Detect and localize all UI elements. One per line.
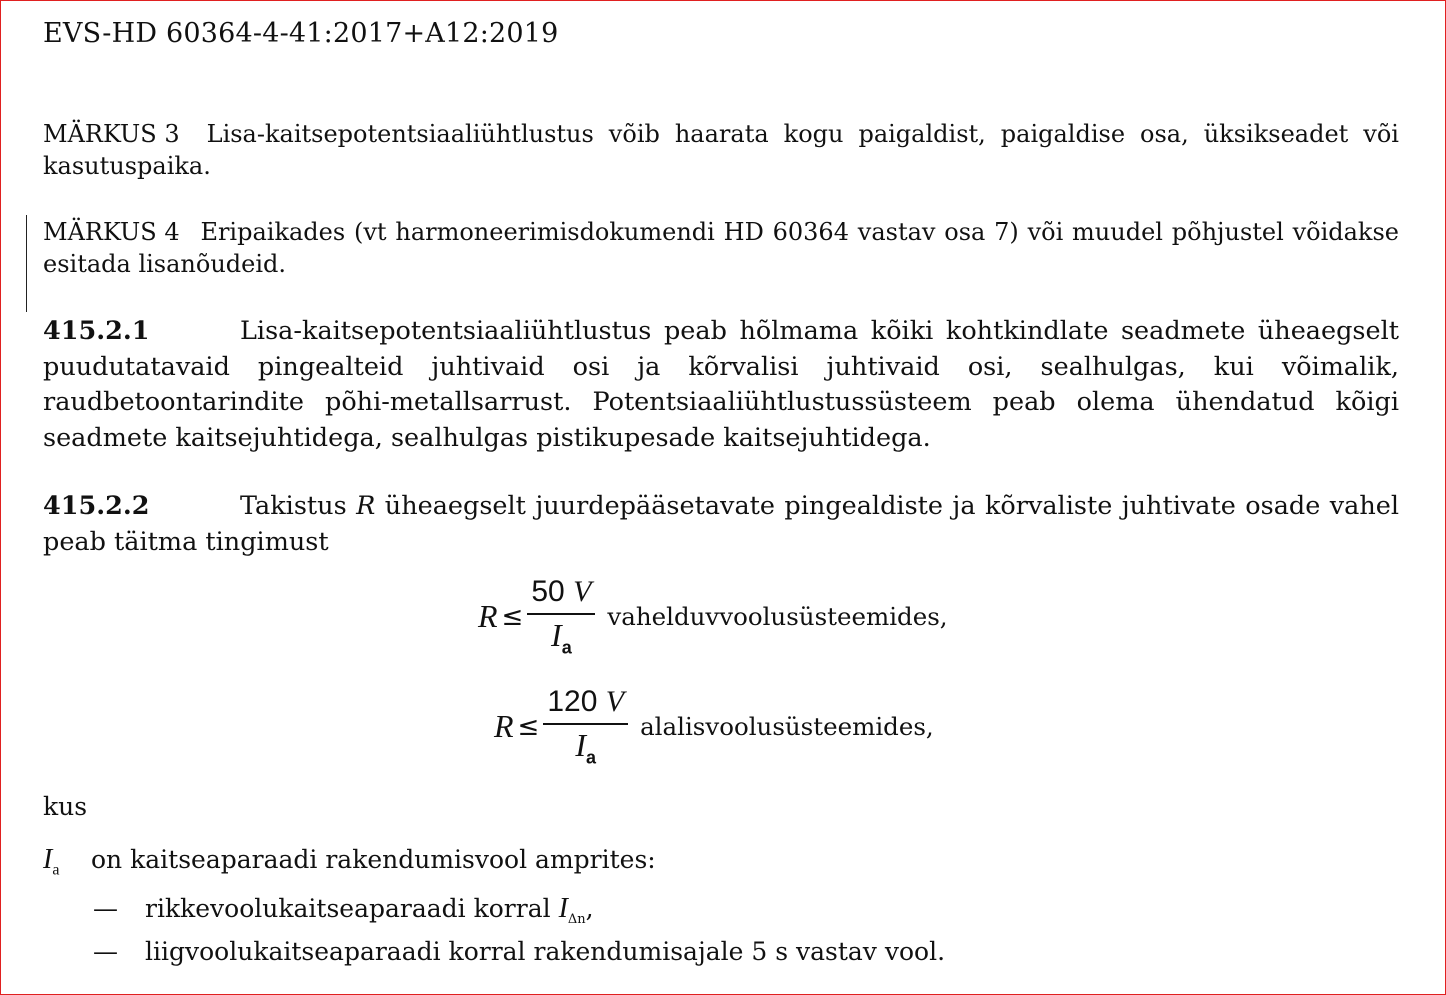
- list-text: rikkevoolukaitseaparaadi korral: [145, 894, 551, 923]
- clause-415-2-2: [43, 488, 1399, 560]
- clause-text: Lisa-kaitsepotentsiaaliühtlustus peab hõlmama kõiki kohtkindlate seadmete üheaegselt puudutatavaid pingealteid juhtivaid osi ja kõrvalisi juhtivaid osi, sealhulgas, kui võimalik, raudbetoontarindite põhi-metallsarrust. Potentsiaaliühtlustussüsteem peab olema ühendatud kõigi seadmete kaitsejuhtidega, sealhulgas pistikupesade kaitsejuhtidega.: [43, 316, 1399, 453]
- document-header: [43, 18, 559, 49]
- note-text: Eripaikades (vt harmoneerimisdokumendi HD 60364 vastav osa 7) või muudel põhjustel võidakse esitada lisanõudeid.: [43, 218, 1399, 278]
- definition-ia: [43, 844, 656, 880]
- formula-rhs: alalisvoolusüsteemides,: [640, 712, 934, 742]
- numerator-unit: V: [573, 575, 592, 608]
- formula-fraction: [543, 685, 628, 768]
- resistance-symbol: R: [356, 491, 376, 521]
- formula-relation: ≤: [517, 711, 540, 742]
- formula-lhs: R: [494, 708, 514, 745]
- list-dash: —: [93, 937, 118, 966]
- list-item: [93, 937, 945, 966]
- note-label: MÄRKUS 4: [43, 218, 180, 246]
- numerator-unit: V: [605, 685, 625, 718]
- clause-415-2-1: [43, 314, 1399, 456]
- formula-ac: [478, 575, 948, 658]
- list-symbol: I: [558, 893, 568, 924]
- clause-text-before: Takistus: [240, 491, 347, 521]
- list-symbol-subscript: Δn: [567, 912, 586, 927]
- formula-numerator: [527, 575, 595, 615]
- clause-text-after: üheaegselt juurdepääsetavate pingealdiste ja kõrvaliste juhtivate osade vahel peab täitma tingimust: [43, 491, 1400, 557]
- numerator-value: 50: [531, 575, 565, 608]
- list-dash: —: [93, 894, 118, 923]
- denominator-symbol: I: [575, 727, 587, 763]
- note-label: MÄRKUS 3: [43, 120, 180, 148]
- formula-denominator: [575, 725, 596, 768]
- note-text: Lisa-kaitsepotentsiaaliühtlustus võib haarata kogu paigaldist, paigaldise osa, üksikseadet või kasutuspaika.: [43, 120, 1399, 180]
- denominator-symbol: I: [551, 617, 562, 653]
- denominator-subscript: a: [586, 747, 597, 768]
- definition-symbol: [43, 844, 91, 880]
- denominator-subscript: a: [561, 637, 572, 658]
- clause-number: 415.2.1: [43, 316, 150, 346]
- clause-number: 415.2.2: [43, 491, 150, 521]
- change-bar: [26, 215, 27, 312]
- formula-relation: ≤: [501, 601, 524, 632]
- formula-lhs: R: [478, 598, 498, 635]
- note-4: [43, 216, 1399, 280]
- note-3: [43, 118, 1399, 182]
- symbol-letter: I: [43, 844, 53, 875]
- formula-dc: [494, 685, 934, 768]
- formula-numerator: [543, 685, 628, 725]
- formula-fraction: [527, 575, 595, 658]
- list-item: [93, 893, 594, 927]
- formula-denominator: [551, 615, 572, 658]
- definition-text: on kaitseaparaadi rakendumisvool amprites:: [91, 845, 656, 874]
- numerator-value: 120: [547, 685, 598, 718]
- where-label: kus: [43, 792, 88, 821]
- symbol-subscript: a: [52, 861, 60, 879]
- list-text: liigvoolukaitseaparaadi korral rakendumisajale 5 s vastav vool.: [145, 937, 946, 966]
- formula-rhs: vahelduvvoolusüsteemides,: [607, 602, 948, 632]
- list-suffix: ,: [585, 894, 594, 923]
- standard-id: EVS-HD 60364-4-41:2017+A12:2019: [43, 18, 559, 49]
